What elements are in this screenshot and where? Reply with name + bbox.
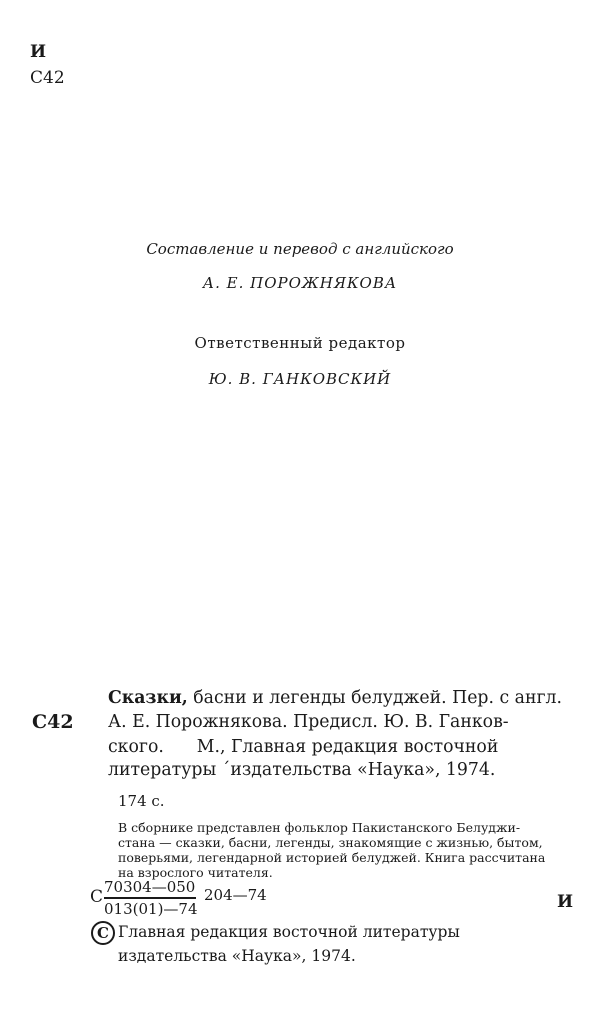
card-pages: 174 с. xyxy=(118,792,165,810)
annotation-line: на взрослого читателя. xyxy=(118,865,273,880)
annotation-line: поверьями, легендарной историей белуджей. Книга рассчитана xyxy=(118,850,546,865)
index-letter-right: И xyxy=(557,892,574,912)
index-code: 204—74 xyxy=(204,886,267,904)
fraction-bar xyxy=(104,897,196,899)
copyright-icon: С xyxy=(91,921,115,945)
editor-role: Ответственный редактор xyxy=(194,334,406,352)
classification-code: С42 xyxy=(30,68,65,88)
annotation-line: стана — сказки, басни, легенды, знакомящие с жизнью, бытом, xyxy=(118,835,543,850)
index-numerator: 70304—050 xyxy=(104,878,196,896)
card-line-2: А. Е. Порожнякова. Предисл. Ю. В. Ганков- xyxy=(108,712,509,732)
card-title-rest: басни и легенды белуджей. Пер. с англ. xyxy=(187,688,563,708)
card-line-3: ского. М., Главная редакция восточной xyxy=(108,737,499,757)
card-class-code: С42 xyxy=(32,711,74,733)
card-title: Сказки, xyxy=(108,688,188,708)
index-denominator: 013(01)—74 xyxy=(104,900,198,918)
annotation-line: В сборнике представлен фольклор Пакистанского Белуджи- xyxy=(118,820,521,835)
index-letter: И xyxy=(30,42,47,62)
editor-name: Ю. В. ГАНКОВСКИЙ xyxy=(208,370,392,388)
copyright-line-2: издательства «Наука», 1974. xyxy=(118,947,356,965)
copyright-line-1: Главная редакция восточной литературы xyxy=(118,923,460,941)
card-line-4: литературы ˊиздательства «Наука», 1974. xyxy=(108,760,496,780)
compiler-role: Составление и перевод с английского xyxy=(146,240,454,258)
index-prefix: С xyxy=(90,887,104,907)
compiler-name: А. Е. ПОРОЖНЯКОВА xyxy=(202,274,398,292)
card-title-line xyxy=(108,688,562,708)
